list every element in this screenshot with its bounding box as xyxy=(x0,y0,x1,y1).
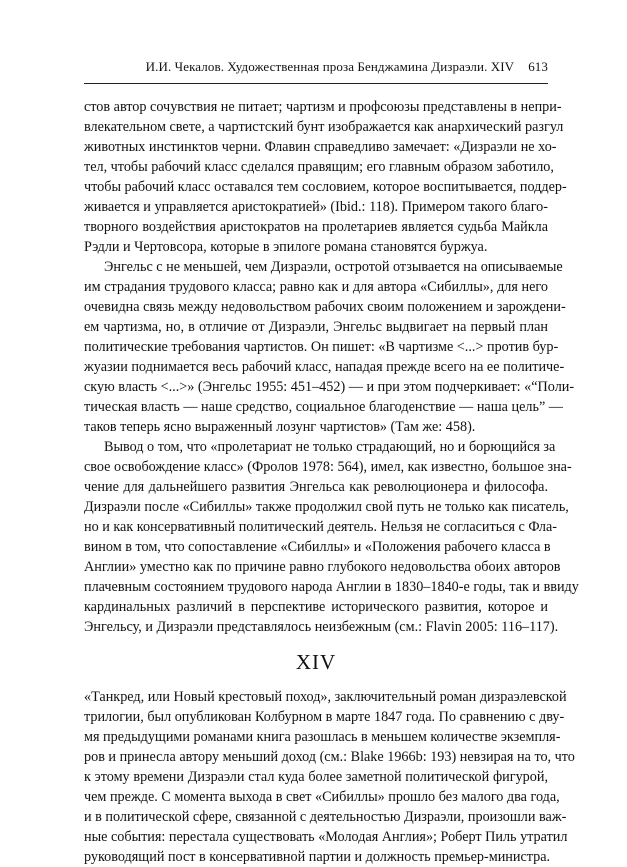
text-line: Энгельсу, и Дизраэли представлялось неизбежным (см.: Flavin 2005: 116–117). xyxy=(84,619,559,635)
text-line: им страдания трудового класса; равно как и для автора «Сибиллы», для него xyxy=(84,279,548,295)
text-line: руководящий пост в консервативной партии и должность премьер-министра. xyxy=(84,849,551,865)
text-line: мя предыдущими романами книга разошлась в меньшем количестве экземпля- xyxy=(84,729,561,745)
page-number: 613 xyxy=(528,59,548,74)
text-line: свое освобождение класс» (Фролов 1978: 564), имел, как известно, большое зна- xyxy=(84,459,572,475)
text-line: «Танкред, или Новый крестовый поход», заключительный роман дизраэлевской xyxy=(84,689,567,705)
text-line: ров и принесла автору меньший доход (см.: Blake 1966b: 193) невзирая на то, что xyxy=(84,749,575,765)
text-line: ные события: перестала существовать «Молодая Англия»; Роберт Пиль утратил xyxy=(84,829,568,845)
text-line: чение для дальнейшего развития Энгельса как революционера и философа. xyxy=(84,479,548,495)
text-line: Рэдли и Чертовсора, которые в эпилоге романа становятся буржуа. xyxy=(84,239,488,255)
text-line: ем чартизма, но, в отличие от Дизраэли, Энгельс выдвигает на первый план xyxy=(84,319,548,335)
text-line: к этому времени Дизраэли стал куда более заметной политической фигурой, xyxy=(84,769,548,785)
text-line: и в политической сфере, связанной с деятельностью Дизраэли, произошли важ- xyxy=(84,809,567,825)
text-line: чем прежде. С момента выхода в свет «Сибиллы» прошло без малого два года, xyxy=(84,789,560,805)
text-line: живается и управляется аристократией» (Ibid.: 118). Примером такого благо- xyxy=(84,199,548,215)
text-line: животных инстинктов черни. Флавин справедливо замечает: «Дизраэли не хо- xyxy=(84,139,557,155)
text-line: творного воздействия аристократов на пролетариев является судьба Майкла xyxy=(84,219,548,235)
text-line: Англии» уместно как по причине равно глубокого недовольства обоих авторов xyxy=(84,559,561,575)
text-line: тел, чтобы рабочий класс сделался правящим; его главным образом заботило, xyxy=(84,159,554,175)
text-line: очевидна связь между недовольством рабочих своим положением и зарождени- xyxy=(84,299,566,315)
text-line: политические требования чартистов. Он пишет: «В чартизме <...> против бур- xyxy=(84,339,559,355)
text-line: стов автор сочувствия не питает; чартизм и профсоюзы представлены в непри- xyxy=(84,99,562,115)
text-line: плачевным состоянием трудового народа Англии в 1830–1840-е годы, так и ввиду xyxy=(84,579,579,595)
text-line: влекательном свете, а чартистский бунт изображается как анархический разгул xyxy=(84,119,564,135)
running-title: И.И. Чекалов. Художественная проза Бенджамина Дизраэли. XIV xyxy=(145,59,515,74)
text-line: кардинальных различий в перспективе исторического развития, которое и xyxy=(84,599,548,615)
text-line: трилогии, был опубликован Колбурном в марте 1847 года. По сравнению с дву- xyxy=(84,709,565,725)
text-line: вином в том, что сопоставление «Сибиллы» и «Положения рабочего класса в xyxy=(84,539,551,555)
text-line: скую власть <...>» (Энгельс 1955: 451–452) — и при этом подчеркивает: «“Поли- xyxy=(84,379,575,395)
text-line: таков теперь ясно выраженный лозунг чартистов» (Там же: 458). xyxy=(84,419,476,435)
text-line: Энгельс с не меньшей, чем Дизраэли, остротой отзывается на описываемые xyxy=(104,259,563,275)
section-heading: XIV xyxy=(295,650,337,674)
text-line: тическая власть — наше средство, социальное благоденствие — наша цель” — xyxy=(84,399,563,415)
text-line: Дизраэли после «Сибиллы» также продолжил свой путь не только как писатель, xyxy=(84,499,569,515)
text-line: Вывод о том, что «пролетариат не только страдающий, но и борющийся за xyxy=(104,439,556,455)
text-line: чтобы рабочий класс оставался тем сословием, которое воспитывается, поддер- xyxy=(84,179,567,195)
running-header xyxy=(84,58,548,76)
header-rule xyxy=(84,83,548,84)
text-line: жуазии поднимается весь рабочий класс, нападая прежде всего на ее политиче- xyxy=(84,359,565,375)
text-line: но и как консервативный политический деятель. Нельзя не согласиться с Фла- xyxy=(84,519,558,535)
